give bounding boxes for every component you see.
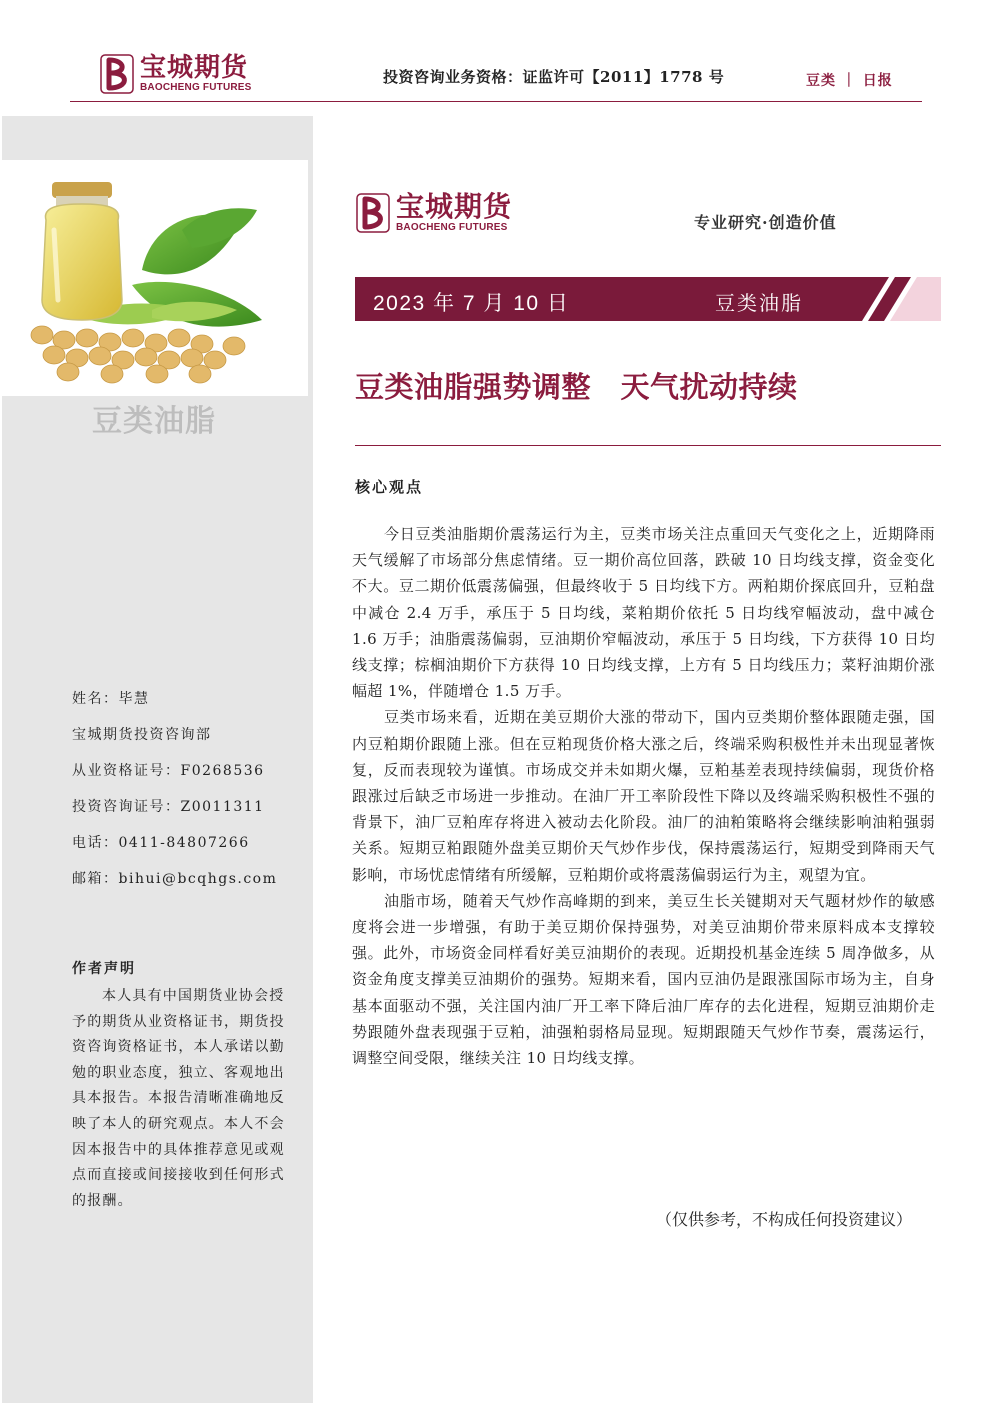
body-paragraph: 油脂市场，随着天气炒作高峰期的到来，美豆生长关键期对天气题材炒作的敏感度将会进一步增强，有助于美豆期价保持强势，对美豆油期价带来原料成本支撑较强。此外，市场资金同样看好美豆油期价的表现。近期投机基金连续 5 周净做多，从资金角度支撑美豆油期价的强势。短期来看，国内豆油仍是跟涨国际市场为主，自身基本面驱动不强，关注国内油厂开工率下降后油厂库存的去化进程，短期豆油期价走势跟随外盘表现强于豆粕，油强粕弱格局显现。短期跟随天气炒作节奏，震荡运行，调整空间受限，继续关注 10 日均线支撑。 <box>352 891 935 1068</box>
baocheng-logo-icon <box>100 54 134 94</box>
sidebar-category-title: 豆类油脂 <box>92 405 216 438</box>
header-divider <box>70 101 922 102</box>
logo-english-name: BAOCHENG FUTURES <box>396 222 508 233</box>
investment-disclaimer-note: （仅供参考，不构成任何投资建议） <box>656 1212 913 1229</box>
body-paragraph: 今日豆类油脂期价震荡运行为主，豆类市场关注点重回天气变化之上，近期降雨天气缓解了市场部分焦虑情绪。豆一期价高位回落，跌破 10 日均线支撑，资金变化不大。豆二期价低震荡偏强，但最终收于 5 日均线下方。两粕期价探底回升，豆粕盘中减仓 2.4 万手，承压于 5 日均线，菜粕期价依托 5 日均线窄幅波动，盘中减仓 1.6 万手；油脂震荡偏弱，豆油期价窄幅波动，承压于 5 日均线，下方获得 10 日均线支撑；棕榈油期价下方获得 10 日均线支撑，上方有 5 日均线压力；菜籽油期价涨幅超 1%，伴随增仓 1.5 万手。 <box>352 525 935 701</box>
core-view-label: 核心观点 <box>355 478 424 496</box>
analyst-qualification-number: 从业资格证号：F0268536 <box>72 763 265 779</box>
slogan: 专业研究·创造价值 <box>694 213 837 232</box>
logo-english-name: BAOCHENG FUTURES <box>140 82 252 93</box>
report-headline: 豆类油脂强势调整 天气扰动持续 <box>355 372 798 404</box>
analyst-email: 邮箱：bihui@bcqhgs.com <box>72 871 278 887</box>
license-statement: 投资咨询业务资格：证监许可【2011】1778 号 <box>383 68 725 86</box>
logo-chinese-name: 宝城期货 <box>140 53 249 83</box>
author-statement-text: 本人具有中国期货业协会授予的期货从业资格证书，期货投资咨询资格证书，本人承诺以勤勉的职业态度，独立、客观地出具本报告。本报告清晰准确地反映了本人的研究观点。本人不会因本报告中的具体推荐意见或观点而直接或间接接收到任何形式的报酬。 <box>72 988 285 1209</box>
main-logo <box>356 190 513 233</box>
body-paragraph: 豆类市场来看，近期在美豆期价大涨的带动下，国内豆类期价整体跟随走强，国内豆粕期价跟随上涨。但在豆粕现货价格大涨之后，终端采购积极性并未出现显著恢复，反而表现较为谨慎。市场成交并未如期火爆，豆粕基差表现持续偏弱，现货价格跟涨过后缺乏市场进一步推动。在油厂开工率阶段性下降以及终端采购积极性不强的背景下，油厂豆粕库存将进入被动去化阶段。油厂的油粕策略将会继续影响油粕强弱关系。短期豆粕跟随外盘美豆期价天气炒作步伐，保持震荡运行，短期受到降雨天气影响，市场忧虑情绪有所缓解，豆粕期价或将震荡偏弱运行为主，观望为宜。 <box>352 708 935 884</box>
analyst-name: 姓名：毕慧 <box>72 691 150 707</box>
headline-divider <box>355 445 941 446</box>
report-date: 2023 年 7 月 10 日 <box>373 292 570 315</box>
analyst-department: 宝城期货投资咨询部 <box>72 727 212 743</box>
soybean-oil-illustration <box>2 160 308 396</box>
author-statement-title: 作者声明 <box>72 961 136 977</box>
report-category: 豆类油脂 <box>715 291 803 315</box>
section-tag: 豆类 ｜ 日报 <box>806 73 893 89</box>
logo-chinese-name: 宝城期货 <box>396 190 513 223</box>
hero-image-soybean-oil <box>2 160 308 396</box>
report-body <box>352 521 935 1071</box>
header-logo <box>100 54 252 94</box>
date-banner <box>355 277 941 321</box>
analyst-consulting-number: 投资咨询证号：Z0011311 <box>72 799 265 815</box>
baocheng-logo-icon <box>356 193 390 233</box>
analyst-phone: 电话：0411-84807266 <box>72 835 250 851</box>
